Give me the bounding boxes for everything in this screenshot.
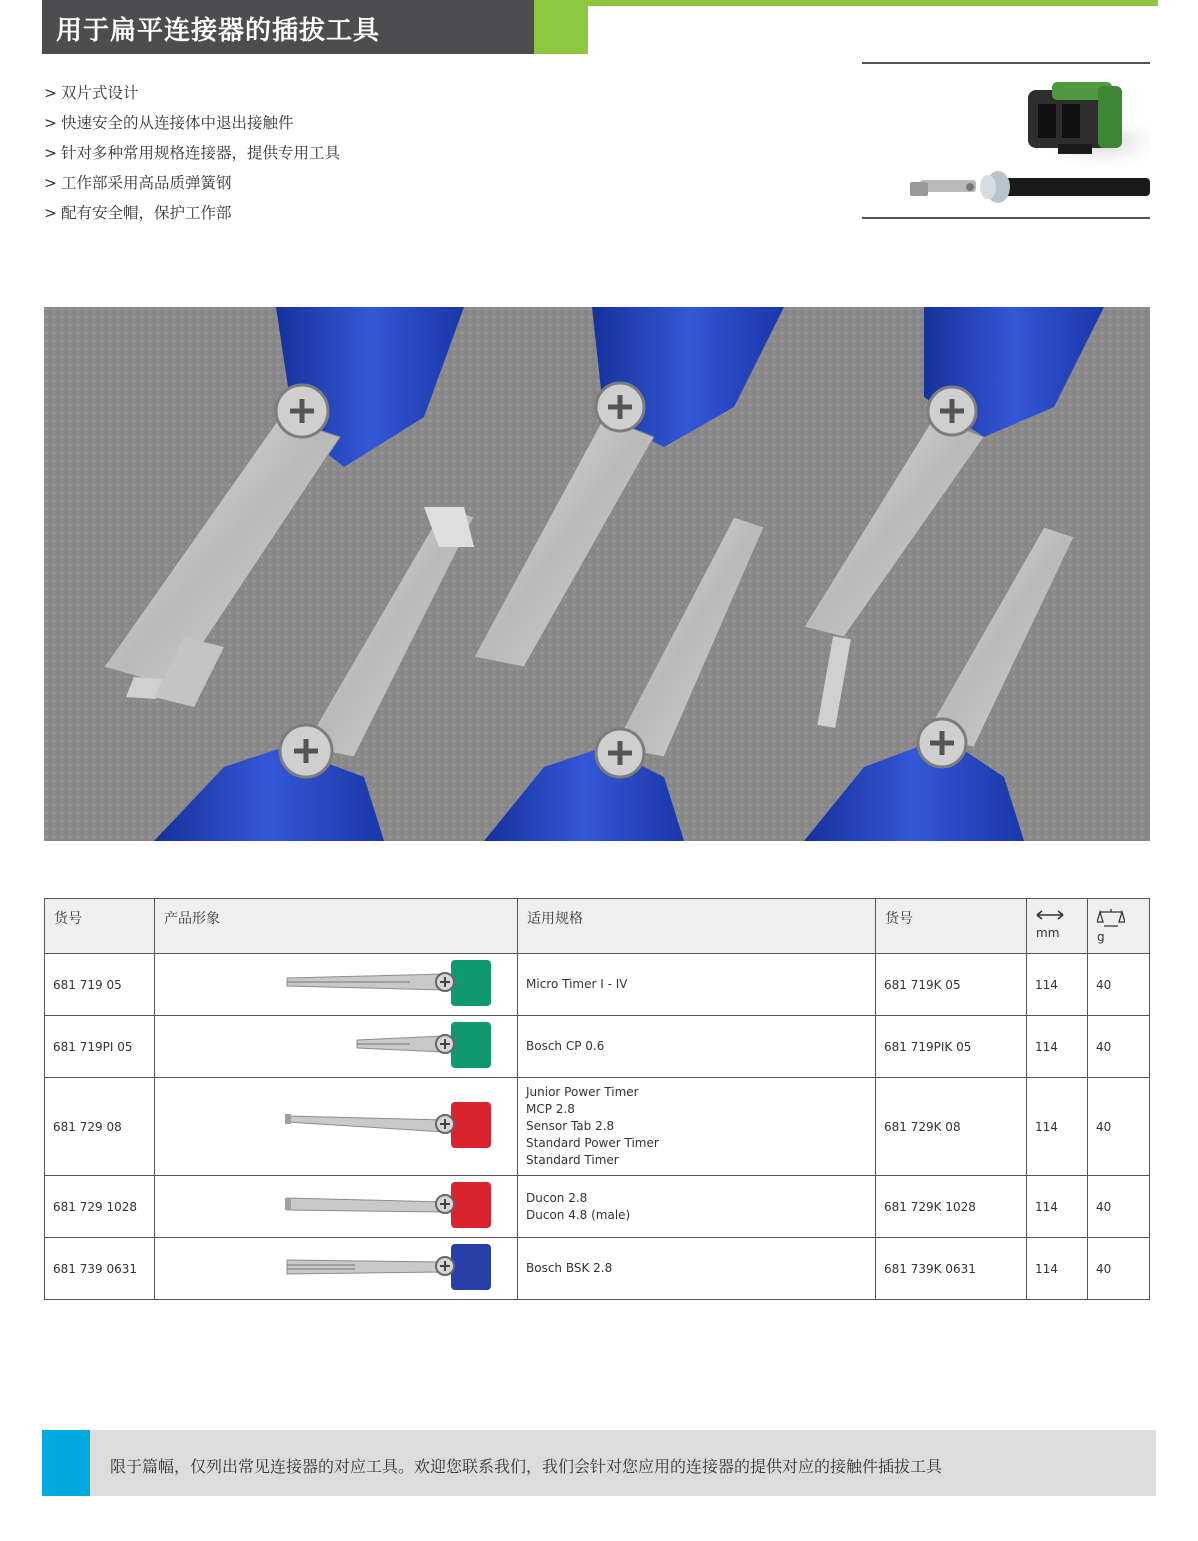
- tool-handle: [451, 1102, 491, 1148]
- length-cell: 114: [1027, 1078, 1088, 1176]
- tools-photo-image: [44, 307, 1150, 841]
- header-length: [1027, 899, 1088, 954]
- length-unit: mm: [1036, 926, 1060, 940]
- table-row: [45, 1078, 1150, 1176]
- weight-cell: 40: [1088, 1016, 1150, 1078]
- header-spec: 适用规格: [518, 899, 876, 954]
- part-no-k-cell: 681 719K 05: [876, 954, 1027, 1016]
- part-no-cell: 681 729 1028: [45, 1176, 155, 1238]
- part-no-k-cell: 681 739K 0631: [876, 1238, 1027, 1300]
- header-image: 产品形象: [155, 899, 518, 954]
- page-title: 用于扁平连接器的插拔工具: [56, 16, 381, 46]
- tool-handle: [451, 1182, 491, 1228]
- feature-item: > 快速安全的从连接体中退出接触件: [44, 114, 294, 132]
- feature-item: > 配有安全帽，保护工作部: [44, 204, 232, 222]
- feature-item: > 双片式设计: [44, 84, 139, 102]
- product-image-cell: [155, 1176, 518, 1238]
- footer-accent-block: [42, 1430, 90, 1496]
- tool-thumbnail: [155, 1176, 518, 1234]
- header-weight: [1088, 899, 1150, 954]
- feature-item: > 针对多种常用规格连接器，提供专用工具: [44, 144, 341, 162]
- balance-scale-icon: [1097, 908, 1125, 928]
- part-no-cell: 681 739 0631: [45, 1238, 155, 1300]
- table-header-row: [45, 899, 1150, 954]
- tool-handle: [451, 1022, 491, 1068]
- tool-thumbnail: [155, 1078, 518, 1172]
- connector-illustration: [862, 62, 1150, 220]
- spec-cell: Junior Power Timer MCP 2.8 Sensor Tab 2.8 Standard Power Timer Standard Timer: [518, 1078, 876, 1176]
- weight-cell: 40: [1088, 1176, 1150, 1238]
- weight-cell: 40: [1088, 954, 1150, 1016]
- spec-table: [44, 898, 1150, 1300]
- title-accent-line: [588, 0, 1158, 6]
- table-row: [45, 1176, 1150, 1238]
- title-accent-block: [534, 0, 588, 54]
- tool-thumbnail: [155, 1238, 518, 1296]
- part-no-cell: 681 719PI 05: [45, 1016, 155, 1078]
- weight-cell: 40: [1088, 1078, 1150, 1176]
- table-row: [45, 1238, 1150, 1300]
- product-image-cell: [155, 954, 518, 1016]
- header-part-no-2: 货号: [876, 899, 1027, 954]
- part-no-k-cell: 681 719PIK 05: [876, 1016, 1027, 1078]
- table-row: [45, 1016, 1150, 1078]
- part-no-cell: 681 719 05: [45, 954, 155, 1016]
- feature-list: [44, 78, 340, 228]
- tool-thumbnail: [155, 1016, 518, 1074]
- header-part-no: 货号: [45, 899, 155, 954]
- product-image-cell: [155, 1016, 518, 1078]
- feature-item: > 工作部采用高品质弹簧钢: [44, 174, 232, 192]
- tool-thumbnail: [155, 954, 518, 1012]
- weight-cell: 40: [1088, 1238, 1150, 1300]
- weight-unit: g: [1097, 930, 1105, 944]
- product-image-cell: [155, 1078, 518, 1176]
- part-no-cell: 681 729 08: [45, 1078, 155, 1176]
- footer-note: [42, 1430, 1156, 1496]
- length-cell: 114: [1027, 1016, 1088, 1078]
- spec-cell: Bosch BSK 2.8: [518, 1238, 876, 1300]
- spec-cell: Ducon 2.8 Ducon 4.8 (male): [518, 1176, 876, 1238]
- table-row: [45, 954, 1150, 1016]
- spec-cell: Micro Timer I - IV: [518, 954, 876, 1016]
- product-image-cell: [155, 1238, 518, 1300]
- part-no-k-cell: 681 729K 1028: [876, 1176, 1027, 1238]
- length-cell: 114: [1027, 954, 1088, 1016]
- title-bar: [42, 0, 534, 54]
- length-cell: 114: [1027, 1176, 1088, 1238]
- footer-text: 限于篇幅，仅列出常见连接器的对应工具。欢迎您联系我们，我们会针对您应用的连接器的提供对应的接触件插拔工具: [110, 1457, 943, 1476]
- length-cell: 114: [1027, 1238, 1088, 1300]
- spec-cell: Bosch CP 0.6: [518, 1016, 876, 1078]
- tool-handle: [451, 1244, 491, 1290]
- tool-handle: [451, 960, 491, 1006]
- product-photo: [44, 307, 1150, 841]
- part-no-k-cell: 681 729K 08: [876, 1078, 1027, 1176]
- double-arrow-icon: [1036, 910, 1064, 920]
- connector-image: [862, 62, 1150, 220]
